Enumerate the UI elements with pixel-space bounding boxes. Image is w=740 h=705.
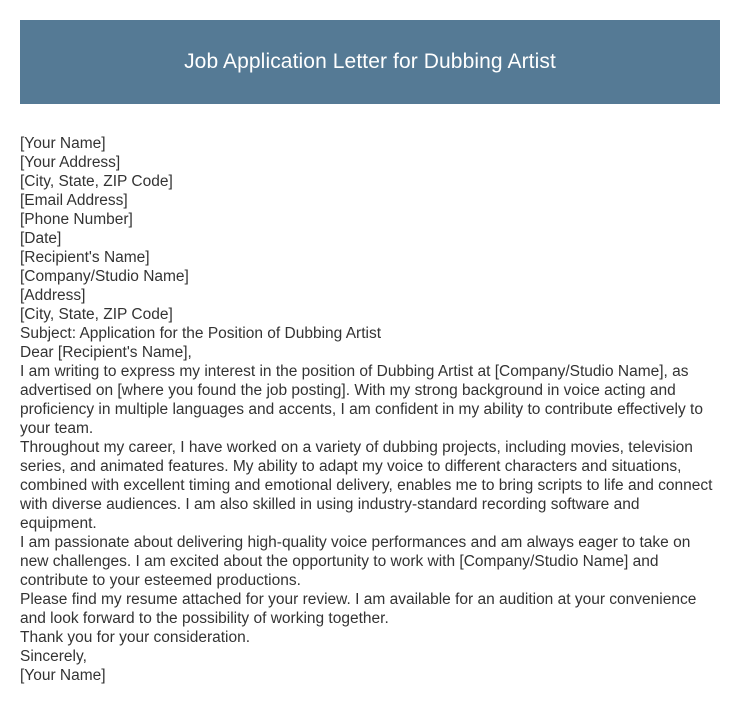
body-paragraph-1: I am writing to express my interest in the position of Dubbing Artist at [Company/Studio Name], as advertised on [where you found the job posting]. With my strong background in voice acting and proficiency in multiple languages and accents, I am confident in my ability to contribute effectively to your team. — [20, 363, 703, 437]
letter-body — [20, 134, 720, 685]
sender-address: [Your Address] — [20, 154, 121, 171]
recipient-company: [Company/Studio Name] — [20, 268, 189, 285]
letter-signature: [Your Name] — [20, 667, 106, 684]
sender-city-state-zip: [City, State, ZIP Code] — [20, 173, 173, 190]
body-paragraph-4: Please find my resume attached for your review. I am available for an audition at your convenience and look forward to the possibility of working together. — [20, 591, 697, 627]
sender-email: [Email Address] — [20, 192, 128, 209]
page-title: Job Application Letter for Dubbing Artist — [184, 50, 556, 73]
title-banner — [20, 20, 720, 104]
body-paragraph-3: I am passionate about delivering high-quality voice performances and am always eager to take on new challenges. I am excited about the opportunity to work with [Company/Studio Name] and contribute to your esteemed productions. — [20, 534, 691, 589]
letter-subject: Subject: Application for the Position of Dubbing Artist — [20, 325, 382, 342]
letter-closing: Sincerely, — [20, 648, 87, 665]
sender-phone: [Phone Number] — [20, 211, 133, 228]
recipient-address: [Address] — [20, 287, 86, 304]
recipient-name: [Recipient's Name] — [20, 249, 150, 266]
letter-salutation: Dear [Recipient's Name], — [20, 344, 192, 361]
body-paragraph-5: Thank you for your consideration. — [20, 629, 251, 646]
sender-name: [Your Name] — [20, 135, 106, 152]
body-paragraph-2: Throughout my career, I have worked on a variety of dubbing projects, including movies, television series, and animated features. My ability to adapt my voice to different characters and situations, combined with excellent timing and emotional delivery, enables me to bring scripts to life and connect with diverse audiences. I am also skilled in using industry-standard recording software and equipment. — [20, 439, 713, 532]
letter-date: [Date] — [20, 230, 62, 247]
recipient-city-state-zip: [City, State, ZIP Code] — [20, 306, 173, 323]
